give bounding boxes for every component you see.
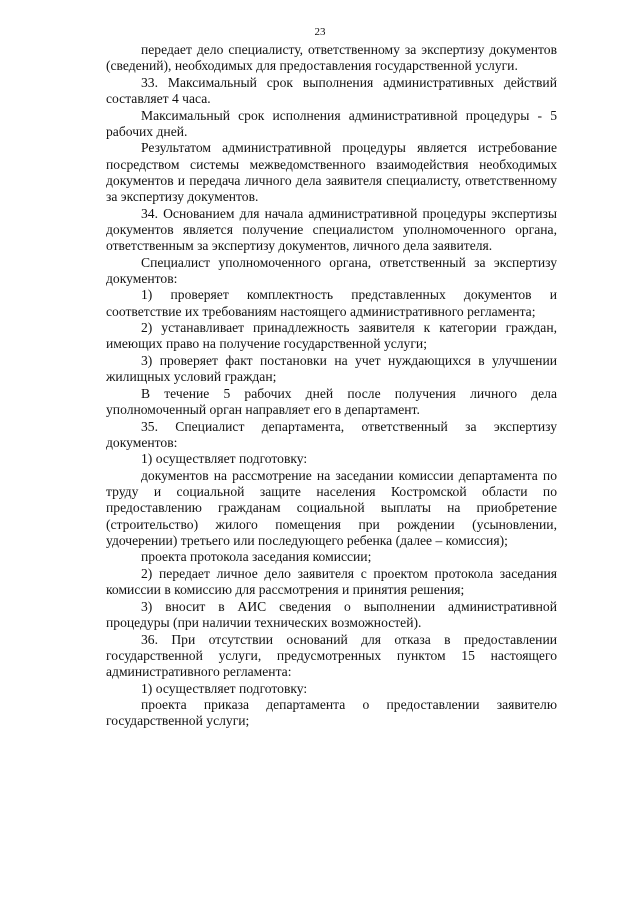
list-item-establishes-category: 2) устанавливает принадлежность заявителя к категории граждан, имеющих право на получение государственной услуги;	[106, 320, 557, 352]
paragraph-33: 33. Максимальный срок выполнения административных действий составляет 4 часа.	[106, 74, 557, 106]
list-item-prepares: 1) осуществляет подготовку:	[141, 451, 308, 467]
body-text	[106, 42, 557, 730]
paragraph-continuation: передает дело специалисту, ответственному за экспертизу документов (сведений), необходимых для предоставления государственной услуги.	[106, 42, 557, 74]
page-number: 23	[314, 26, 326, 38]
paragraph-commission-documents: документов на рассмотрение на заседании комиссии департамента по труду и социальной защите населения Костромской области по предоставлению гражданам социальной выплаты на приобретение (строительство) жилого помещения при рождении (усыновлении, удочерении) третьего или последующего ребенка (далее – комиссия);	[106, 468, 557, 548]
paragraph-five-days: В течение 5 рабочих дней после получения личного дела уполномоченный орган направляет его в департамент.	[106, 385, 557, 417]
paragraph-protocol-draft: проекта протокола заседания комиссии;	[141, 549, 372, 565]
paragraph-34: 34. Основанием для начала административной процедуры экспертизы документов является получение специалистом уполномоченного органа, ответственным за экспертизу документов, личного дела заявителя.	[106, 205, 557, 253]
paragraph-specialist: Специалист уполномоченного органа, ответственный за экспертизу документов:	[106, 254, 557, 286]
paragraph-max-term: Максимальный срок исполнения административной процедуры - 5 рабочих дней.	[106, 107, 557, 139]
paragraph-order-draft: проекта приказа департамента о предоставлении заявителю государственной услуги;	[106, 697, 557, 729]
list-item-prepares-order: 1) осуществляет подготовку:	[141, 680, 308, 696]
paragraph-result: Результатом административной процедуры является истребование посредством системы межведомственного взаимодействия необходимых документов и передача личного дела заявителя специалисту, ответственному за экспертизу документов.	[106, 140, 557, 204]
list-item-transfers-file: 2) передает личное дело заявителя с проектом протокола заседания комиссии в комиссию для рассмотрения и принятия решения;	[106, 566, 557, 598]
paragraph-36: 36. При отсутствии оснований для отказа в предоставлении государственной услуги, предусмотренных пунктом 15 настоящего административного регламента:	[106, 631, 557, 679]
list-item-checks-registration: 3) проверяет факт постановки на учет нуждающихся в улучшении жилищных условий граждан;	[106, 352, 557, 385]
paragraph-35: 35. Специалист департамента, ответственный за экспертизу документов:	[106, 418, 557, 450]
list-item-checks-completeness: 1) проверяет комплектность представленных документов и соответствие их требованиям настоящего административного регламента;	[106, 287, 557, 319]
list-item-enters-ais: 3) вносит в АИС сведения о выполнении административной процедуры (при наличии технических возможностей).	[106, 598, 557, 630]
